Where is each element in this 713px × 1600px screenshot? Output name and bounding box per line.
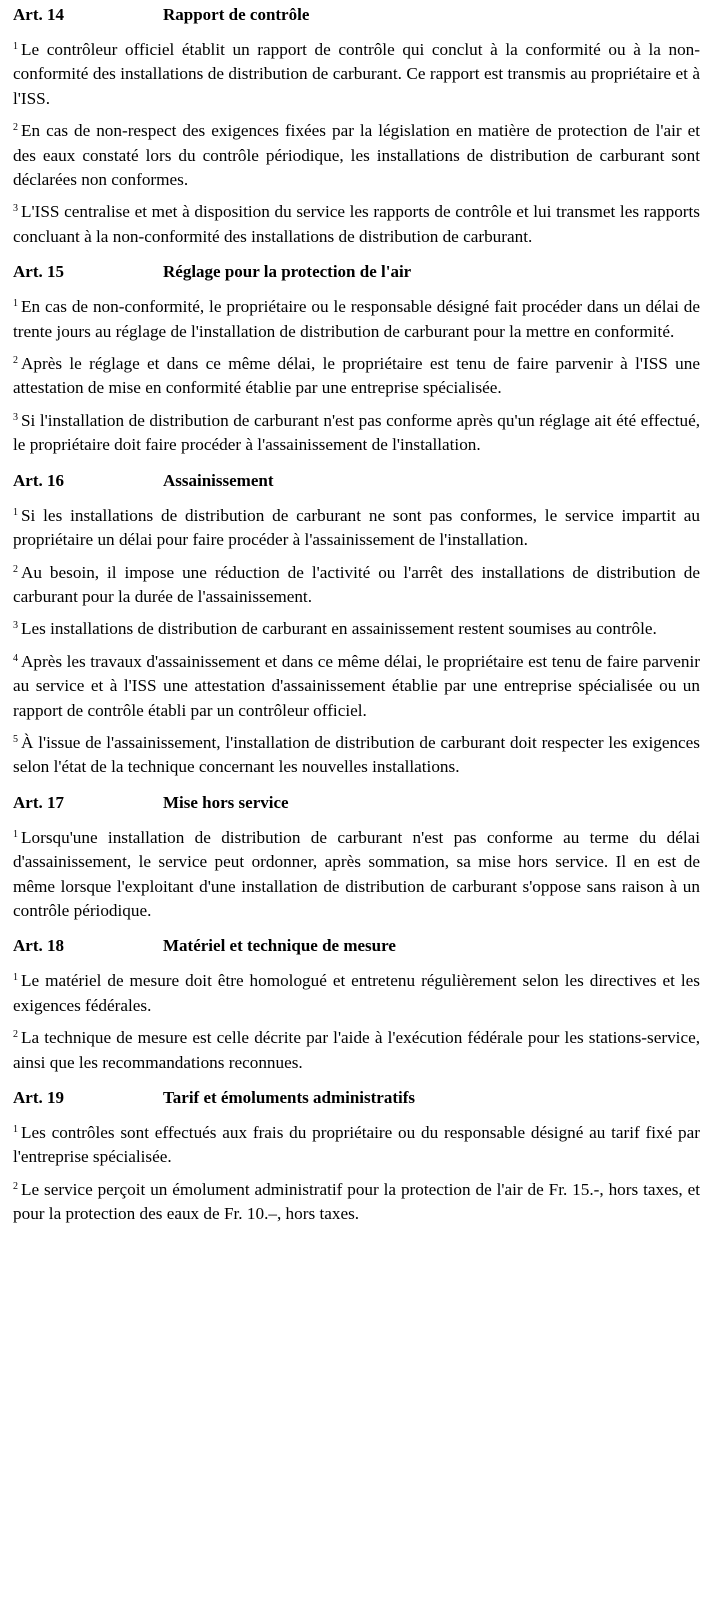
paragraph [13,617,700,641]
article-heading [13,4,700,26]
article-19 [13,1087,700,1227]
paragraph-number: 4 [13,652,18,664]
paragraph [13,119,700,192]
article-heading [13,792,700,814]
article-number: Art. 14 [13,5,64,24]
article-number: Art. 17 [13,792,64,812]
article-heading [13,470,700,492]
article-16 [13,470,700,780]
paragraph-number: 5 [13,733,18,745]
article-number: Art. 19 [13,1088,64,1107]
paragraph-text: Si l'installation de distribution de carburant n'est pas conforme après qu'un réglage ait été effectué, le propriétaire doit faire procéder à l'assainissement de l'installation. [13,410,700,455]
paragraph [13,969,700,1018]
paragraph-number: 1 [13,828,18,840]
paragraph-number: 2 [13,1029,18,1041]
paragraph-number: 2 [13,563,18,575]
paragraph [13,38,700,111]
article-number: Art. 16 [13,470,64,490]
paragraph-text: Le service perçoit un émolument administratif pour la protection de l'air de Fr. 15.-, hors taxes, et pour la protection des eaux de Fr. 10.–, hors taxes. [13,1179,700,1224]
article-14 [13,4,700,249]
paragraph-text: Au besoin, il impose une réduction de l'activité ou l'arrêt des installations de distribution de carburant pour la durée de l'assainissement. [13,562,700,606]
paragraph [13,200,700,249]
paragraph [13,504,700,553]
paragraph-text: Le contrôleur officiel établit un rapport de contrôle qui conclut à la conformité ou à la non-conformité des installations de distribution de carburant. Ce rapport est transmis au propriétaire et à l'ISS. [13,40,700,108]
article-title: Réglage pour la protection de l'air [163,262,412,282]
paragraph-number: 1 [13,41,18,52]
paragraph [13,1026,700,1075]
article-15 [13,261,700,457]
paragraph [13,826,700,924]
article-title: Rapport de contrôle [163,5,310,24]
article-number: Art. 15 [13,262,64,282]
paragraph-text: En cas de non-conformité, le propriétaire ou le responsable désigné fait procéder dans un délai de trente jours au réglage de l'installation de distribution de carburant pour la mettre en conformité. [13,297,700,341]
paragraph-number: 1 [13,1124,18,1135]
article-title: Matériel et technique de mesure [163,936,396,956]
paragraph [13,1178,700,1227]
paragraph-number: 3 [13,411,18,423]
paragraph [13,561,700,610]
paragraph-text: Après les travaux d'assainissement et dans ce même délai, le propriétaire est tenu de faire parvenir au service et à l'ISS une attestation d'assainissement établie par une entreprise spécialisée ou un rapport de contrôle établi par un contrôleur officiel. [13,651,700,720]
paragraph-text: En cas de non-respect des exigences fixées par la législation en matière de protection de l'air et des eaux constaté lors du contrôle périodique, les installations de distribution de carburant sont déclarées non conformes. [13,121,700,190]
paragraph-text: À l'issue de l'assainissement, l'installation de distribution de carburant doit respecter les exigences selon l'état de la technique concernant les nouvelles installations. [13,732,700,777]
article-title: Tarif et émoluments administratifs [163,1088,415,1107]
paragraph-number: 2 [13,1180,18,1192]
paragraph-text: La technique de mesure est celle décrite par l'aide à l'exécution fédérale pour les stations-service, ainsi que les recommandations reconnues. [13,1028,700,1072]
paragraph [13,731,700,780]
paragraph-text: Le matériel de mesure doit être homologué et entretenu régulièrement selon les directives et les exigences fédérales. [13,971,700,1015]
paragraph-number: 2 [13,122,18,134]
paragraph [13,352,700,401]
paragraph [13,409,700,458]
paragraph-text: Si les installations de distribution de carburant ne sont pas conformes, le service impartit au propriétaire un délai pour faire procéder à l'assainissement de l'installation. [13,505,700,550]
paragraph-number: 2 [13,355,18,367]
paragraph-number: 1 [13,506,18,518]
article-number: Art. 18 [13,936,64,956]
paragraph-text: Les installations de distribution de carburant en assainissement restent soumises au contrôle. [21,619,657,639]
paragraph-number: 1 [13,972,18,984]
article-heading [13,935,700,957]
article-heading [13,1087,700,1109]
paragraph-text: Les contrôles sont effectués aux frais du propriétaire ou du responsable désigné au tarif fixé par l'entreprise spécialisée. [13,1123,700,1167]
paragraph [13,1121,700,1170]
article-17 [13,792,700,924]
article-title: Mise hors service [163,792,289,812]
paragraph-text: Après le réglage et dans ce même délai, le propriétaire est tenu de faire parvenir à l'ISS une attestation de mise en conformité établie par une entreprise spécialisée. [13,354,700,398]
paragraph [13,650,700,723]
article-heading [13,261,700,283]
paragraph-number: 1 [13,298,18,310]
paragraph-number: 3 [13,620,18,632]
paragraph-text: Lorsqu'une installation de distribution de carburant n'est pas conforme au terme du délai d'assainissement, le service peut ordonner, après sommation, sa mise hors service. Il en est de même lorsque l'exploitant d'une installation de distribution de carburant s'oppose sans raison à un contrôle périodique. [13,827,700,920]
paragraph [13,295,700,344]
paragraph-number: 3 [13,203,18,215]
article-18 [13,935,700,1075]
article-title: Assainissement [163,470,274,490]
paragraph-text: L'ISS centralise et met à disposition du service les rapports de contrôle et lui transmet les rapports concluant à la non-conformité des installations de distribution de carburant. [13,202,700,246]
